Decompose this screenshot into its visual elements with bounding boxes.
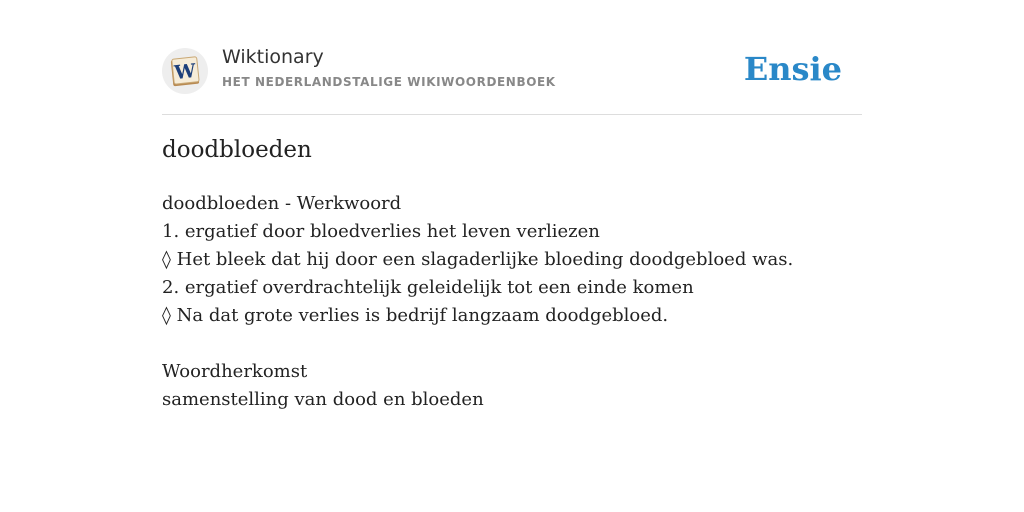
definition-line: 1. ergatief door bloedverlies het leven verliezen <box>162 221 600 242</box>
logo-letter: W <box>173 59 197 85</box>
part-of-speech-line: doodbloeden - Werkwoord <box>162 193 402 214</box>
page-title: doodbloeden <box>162 137 312 163</box>
etymology-text: samenstelling van dood en bloeden <box>162 389 484 410</box>
entry-content <box>162 190 862 414</box>
etymology-heading: Woordherkomst <box>162 361 308 382</box>
site-name[interactable]: Wiktionary <box>222 46 324 68</box>
wiktionary-logo-icon <box>168 54 202 88</box>
example-line: ◊ Na dat grote verlies is bedrijf langzaam doodgebloed. <box>162 305 669 326</box>
site-header <box>162 44 862 115</box>
spacer <box>162 330 862 358</box>
wiktionary-logo[interactable] <box>162 48 208 94</box>
site-tagline: HET NEDERLANDSTALIGE WIKIWOORDENBOEK <box>222 75 556 89</box>
definition-line: 2. ergatief overdrachtelijk geleidelijk tot een einde komen <box>162 277 694 298</box>
example-line: ◊ Het bleek dat hij door een slagaderlijke bloeding doodgebloed was. <box>162 249 794 270</box>
ensie-brand-link[interactable]: Ensie <box>743 50 842 88</box>
